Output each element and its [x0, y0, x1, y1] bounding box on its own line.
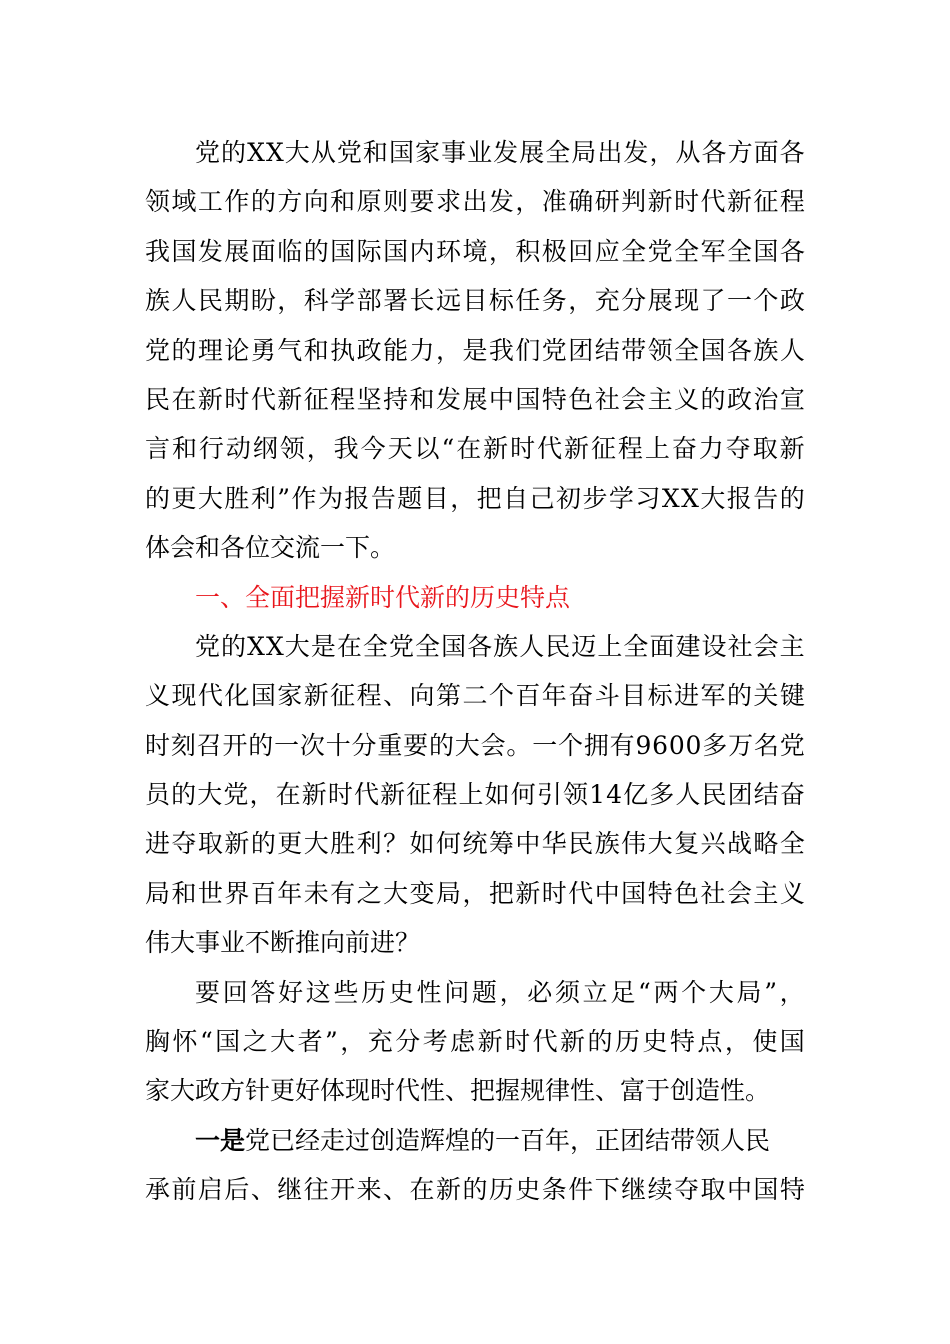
- paragraph-1-line: 党 的 X X 大 从 党 和 国 家 事 业 发 展 全 局 出 发 ， 从 各 方 面 各: [195, 138, 805, 167]
- paragraph-2-line: 员 的 大 党 ， 在 新 时 代 新 征 程 上 如 何 引 领 1 4 亿 多 人 民 团 结 奋: [145, 780, 805, 810]
- paragraph-2-line: 局 和 世 界 百 年 未 有 之 大 变 局 ， 把 新 时 代 中 国 特 色 社 会 主 义: [145, 878, 805, 908]
- paragraph-1-line: 民 在 新 时 代 新 征 程 坚 持 和 发 展 中 国 特 色 社 会 主 义 的 政 治 宣: [145, 384, 805, 414]
- paragraph-3-line: 要 回 答 好 这 些 历 史 性 问 题 ， 必 须 立 足 “ 两 个 大 局 ” ，: [195, 977, 805, 1007]
- paragraph-1-line: 族 人 民 期 盼 ， 科 学 部 署 长 远 目 标 任 务 ， 充 分 展 现 了 一 个 政: [145, 286, 805, 316]
- paragraph-1-line: 领 域 工 作 的 方 向 和 原 则 要 求 出 发 ， 准 确 研 判 新 时 代 新 征 程: [145, 187, 805, 217]
- paragraph-2-line: 党 的 X X 大 是 在 全 党 全 国 各 族 人 民 迈 上 全 面 建 设 社 会 主: [195, 631, 805, 661]
- paragraph-2-line: 进 夺 取 新 的 更 大 胜 利 ？ 如 何 统 筹 中 华 民 族 伟 大 复 兴 战 略 全: [145, 829, 805, 859]
- paragraph-4-line: 承 前 启 后 、 继 往 开 来 、 在 新 的 历 史 条 件 下 继 续 夺 取 中 国 特: [145, 1175, 805, 1205]
- document-page: [145, 128, 805, 1215]
- paragraph-3-line: 胸 怀 “ 国 之 大 者 ” ， 充 分 考 虑 新 时 代 新 的 历 史 特 点 ， 使 国: [145, 1027, 805, 1057]
- paragraph-4-line: 一是 党已经走过创造辉煌的一百年，正团结带领人民: [145, 1116, 805, 1165]
- paragraph-1-line: 我 国 发 展 面 临 的 国 际 国 内 环 境 ， 积 极 回 应 全 党 全 军 全 国 各: [145, 236, 805, 266]
- paragraph-2-line: 时 刻 召 开 的 一 次 十 分 重 要 的 大 会 。 一 个 拥 有 9 6 0 0 多 万 名 党: [145, 730, 805, 760]
- paragraph-1-line: 党 的 理 论 勇 气 和 执 政 能 力 ， 是 我 们 党 团 结 带 领 全 国 各 族 人: [145, 335, 805, 365]
- paragraph-2-line: 伟大事业不断推向前进？: [145, 928, 421, 958]
- paragraph-3-line: 家大政方针更好体现时代性、把握规律性、富于创造性。: [145, 1076, 771, 1106]
- paragraph-1-line: 体会和各位交流一下。: [145, 533, 396, 563]
- paragraph-1-line: 的 更 大 胜 利 ” 作 为 报 告 题 目 ， 把 自 己 初 步 学 习 X X 大 报 告 的: [145, 483, 805, 513]
- paragraph-2-line: 义 现 代 化 国 家 新 征 程 、 向 第 二 个 百 年 奋 斗 目 标 进 军 的 关 键: [145, 681, 805, 711]
- bold-lead: 一是: [195, 1125, 246, 1155]
- paragraph-1-line: 言 和 行 动 纲 领 ， 我 今 天 以 “ 在 新 时 代 新 征 程 上 奋 力 夺 取 新: [145, 434, 805, 464]
- section-heading: 一、全面把握新时代新的历史特点: [195, 582, 571, 612]
